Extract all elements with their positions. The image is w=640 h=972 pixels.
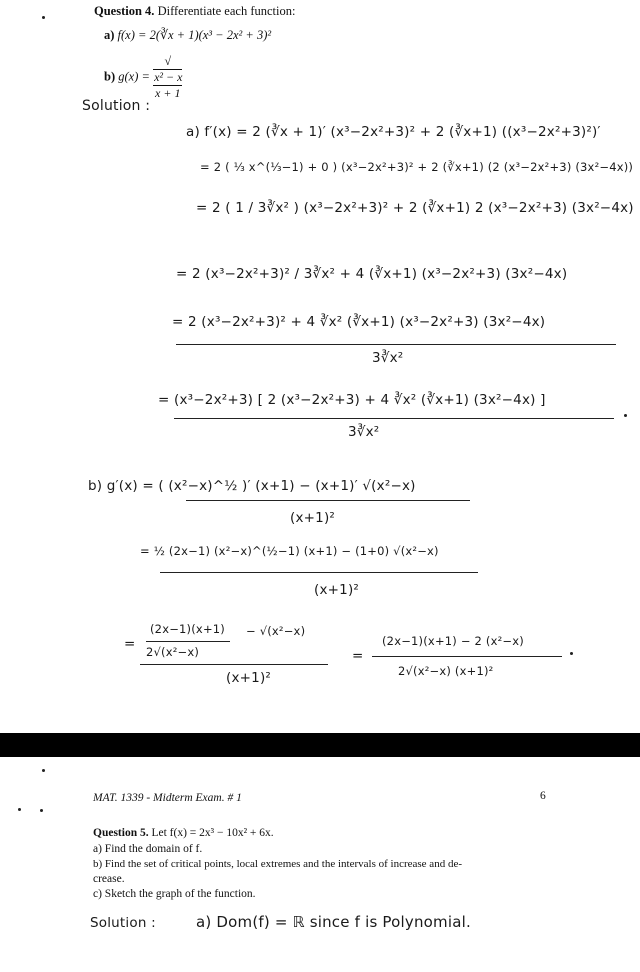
question4-part-b (104, 54, 182, 101)
solution-a-line-3: = 2 ( 1 / 3∛x² ) (x³−2x²+3)² + 2 (∛x+1) 2 (x³−2x²+3) (3x²−4x) (196, 200, 634, 216)
solution-b-sqrt-term: − √(x²−x) (246, 624, 306, 638)
solution-b-line-2-denominator: (x+1)² (314, 582, 360, 598)
period-dot (624, 414, 627, 417)
question5-heading: Question 5. (93, 827, 149, 839)
period-dot-b (570, 652, 573, 655)
question5-statement: Let f(x) = 2x³ − 10x² + 6x. (151, 827, 274, 839)
solution-b-line-1-denominator: (x+1)² (290, 510, 336, 526)
question4-instruction: Differentiate each function: (157, 4, 296, 18)
question4-heading: Question 4. (94, 4, 155, 18)
fraction-bar-a5 (176, 344, 616, 345)
exam-page-bottom (0, 757, 640, 972)
solution-b-line-1: b) g′(x) = ( (x²−x)^½ )′ (x+1) − (x+1)′ √(x²−x) (88, 478, 416, 494)
part-b-numerator: √ x² − x (154, 54, 183, 84)
question5-part-b-line1: b) Find the set of critical points, local extremes and the intervals of increase and de- (93, 858, 462, 870)
part-a-label: a) (104, 28, 115, 42)
solution-a-line-5-numerator: = 2 (x³−2x²+3)² + 4 ∛x² (∛x+1) (x³−2x²+3) (3x²−4x) (172, 314, 546, 330)
part-b-label: b) (104, 69, 116, 84)
question5-part-b-line2: crease. (93, 873, 125, 885)
solution-b-line-3-denominator: (x+1)² (226, 670, 272, 686)
solution-b-line-2: = ½ (2x−1) (x²−x)^(½−1) (x+1) − (1+0) √(x²−x) (140, 544, 439, 558)
fraction-bar-b4 (372, 656, 562, 657)
fraction-bar-a6 (174, 418, 614, 419)
fraction-bar-b1 (186, 500, 470, 501)
exam-header: MAT. 1339 - Midterm Exam. # 1 (93, 792, 242, 804)
page-number: 6 (540, 790, 546, 802)
solution-a-line-2: = 2 ( ⅓ x^(⅓−1) + 0 ) (x³−2x²+3)² + 2 (∛x+1) (2 (x³−2x²+3) (3x²−4x)) (200, 160, 634, 174)
part-a-function: f(x) = 2(∛x + 1)(x³ − 2x² + 3)² (117, 28, 272, 42)
solution-a-line-1: a) f′(x) = 2 (∛x + 1)′ (x³−2x²+3)² + 2 (∛x+1) ((x³−2x²+3)²)′ (186, 124, 601, 140)
question5-part-a: a) Find the domain of f. (93, 843, 203, 855)
margin-dot (40, 809, 43, 812)
solution-a-line-6-numerator: = (x³−2x²+3) [ 2 (x³−2x²+3) + 4 ∛x² (∛x+1) (3x²−4x) ] (158, 392, 546, 408)
question5-part-c: c) Sketch the graph of the function. (93, 888, 256, 900)
solution-label-q4: Solution : (82, 98, 151, 114)
solution-b-final-denominator: 2√(x²−x) (x+1)² (398, 664, 494, 678)
question4-part-a (104, 27, 271, 43)
question4-header (94, 4, 295, 19)
part-b-lhs: g(x) = (118, 69, 150, 84)
solution-a-line-4: = 2 (x³−2x²+3)² / 3∛x² + 4 (∛x+1) (x³−2x²+3) (3x²−4x) (176, 266, 568, 282)
fraction-bar-b3 (140, 664, 328, 665)
solution-label-q5: Solution : (90, 915, 156, 931)
equals-sign-b4: = (352, 648, 364, 664)
solution-a-line-5-denominator: 3∛x² (372, 350, 404, 366)
margin-dot (42, 769, 45, 772)
margin-dot (42, 16, 45, 19)
solution-b-final-numerator: (2x−1)(x+1) − 2 (x²−x) (382, 634, 524, 648)
equals-sign-b3: = (124, 636, 136, 652)
part-b-denominator: x + 1 (155, 86, 181, 100)
inner-fraction-bar (146, 641, 230, 642)
solution-a-line-6-denominator: 3∛x² (348, 424, 380, 440)
part-b-fraction (153, 54, 182, 101)
question5-header (93, 827, 274, 839)
fraction-bar-b2 (160, 572, 478, 573)
solution-q5-part-a: a) Dom(f) = ℝ since f is Polynomial. (196, 913, 471, 931)
solution-b-inner-numerator: (2x−1)(x+1) (150, 622, 225, 636)
margin-dot (18, 808, 21, 811)
solution-b-inner-denominator: 2√(x²−x) (146, 645, 200, 659)
